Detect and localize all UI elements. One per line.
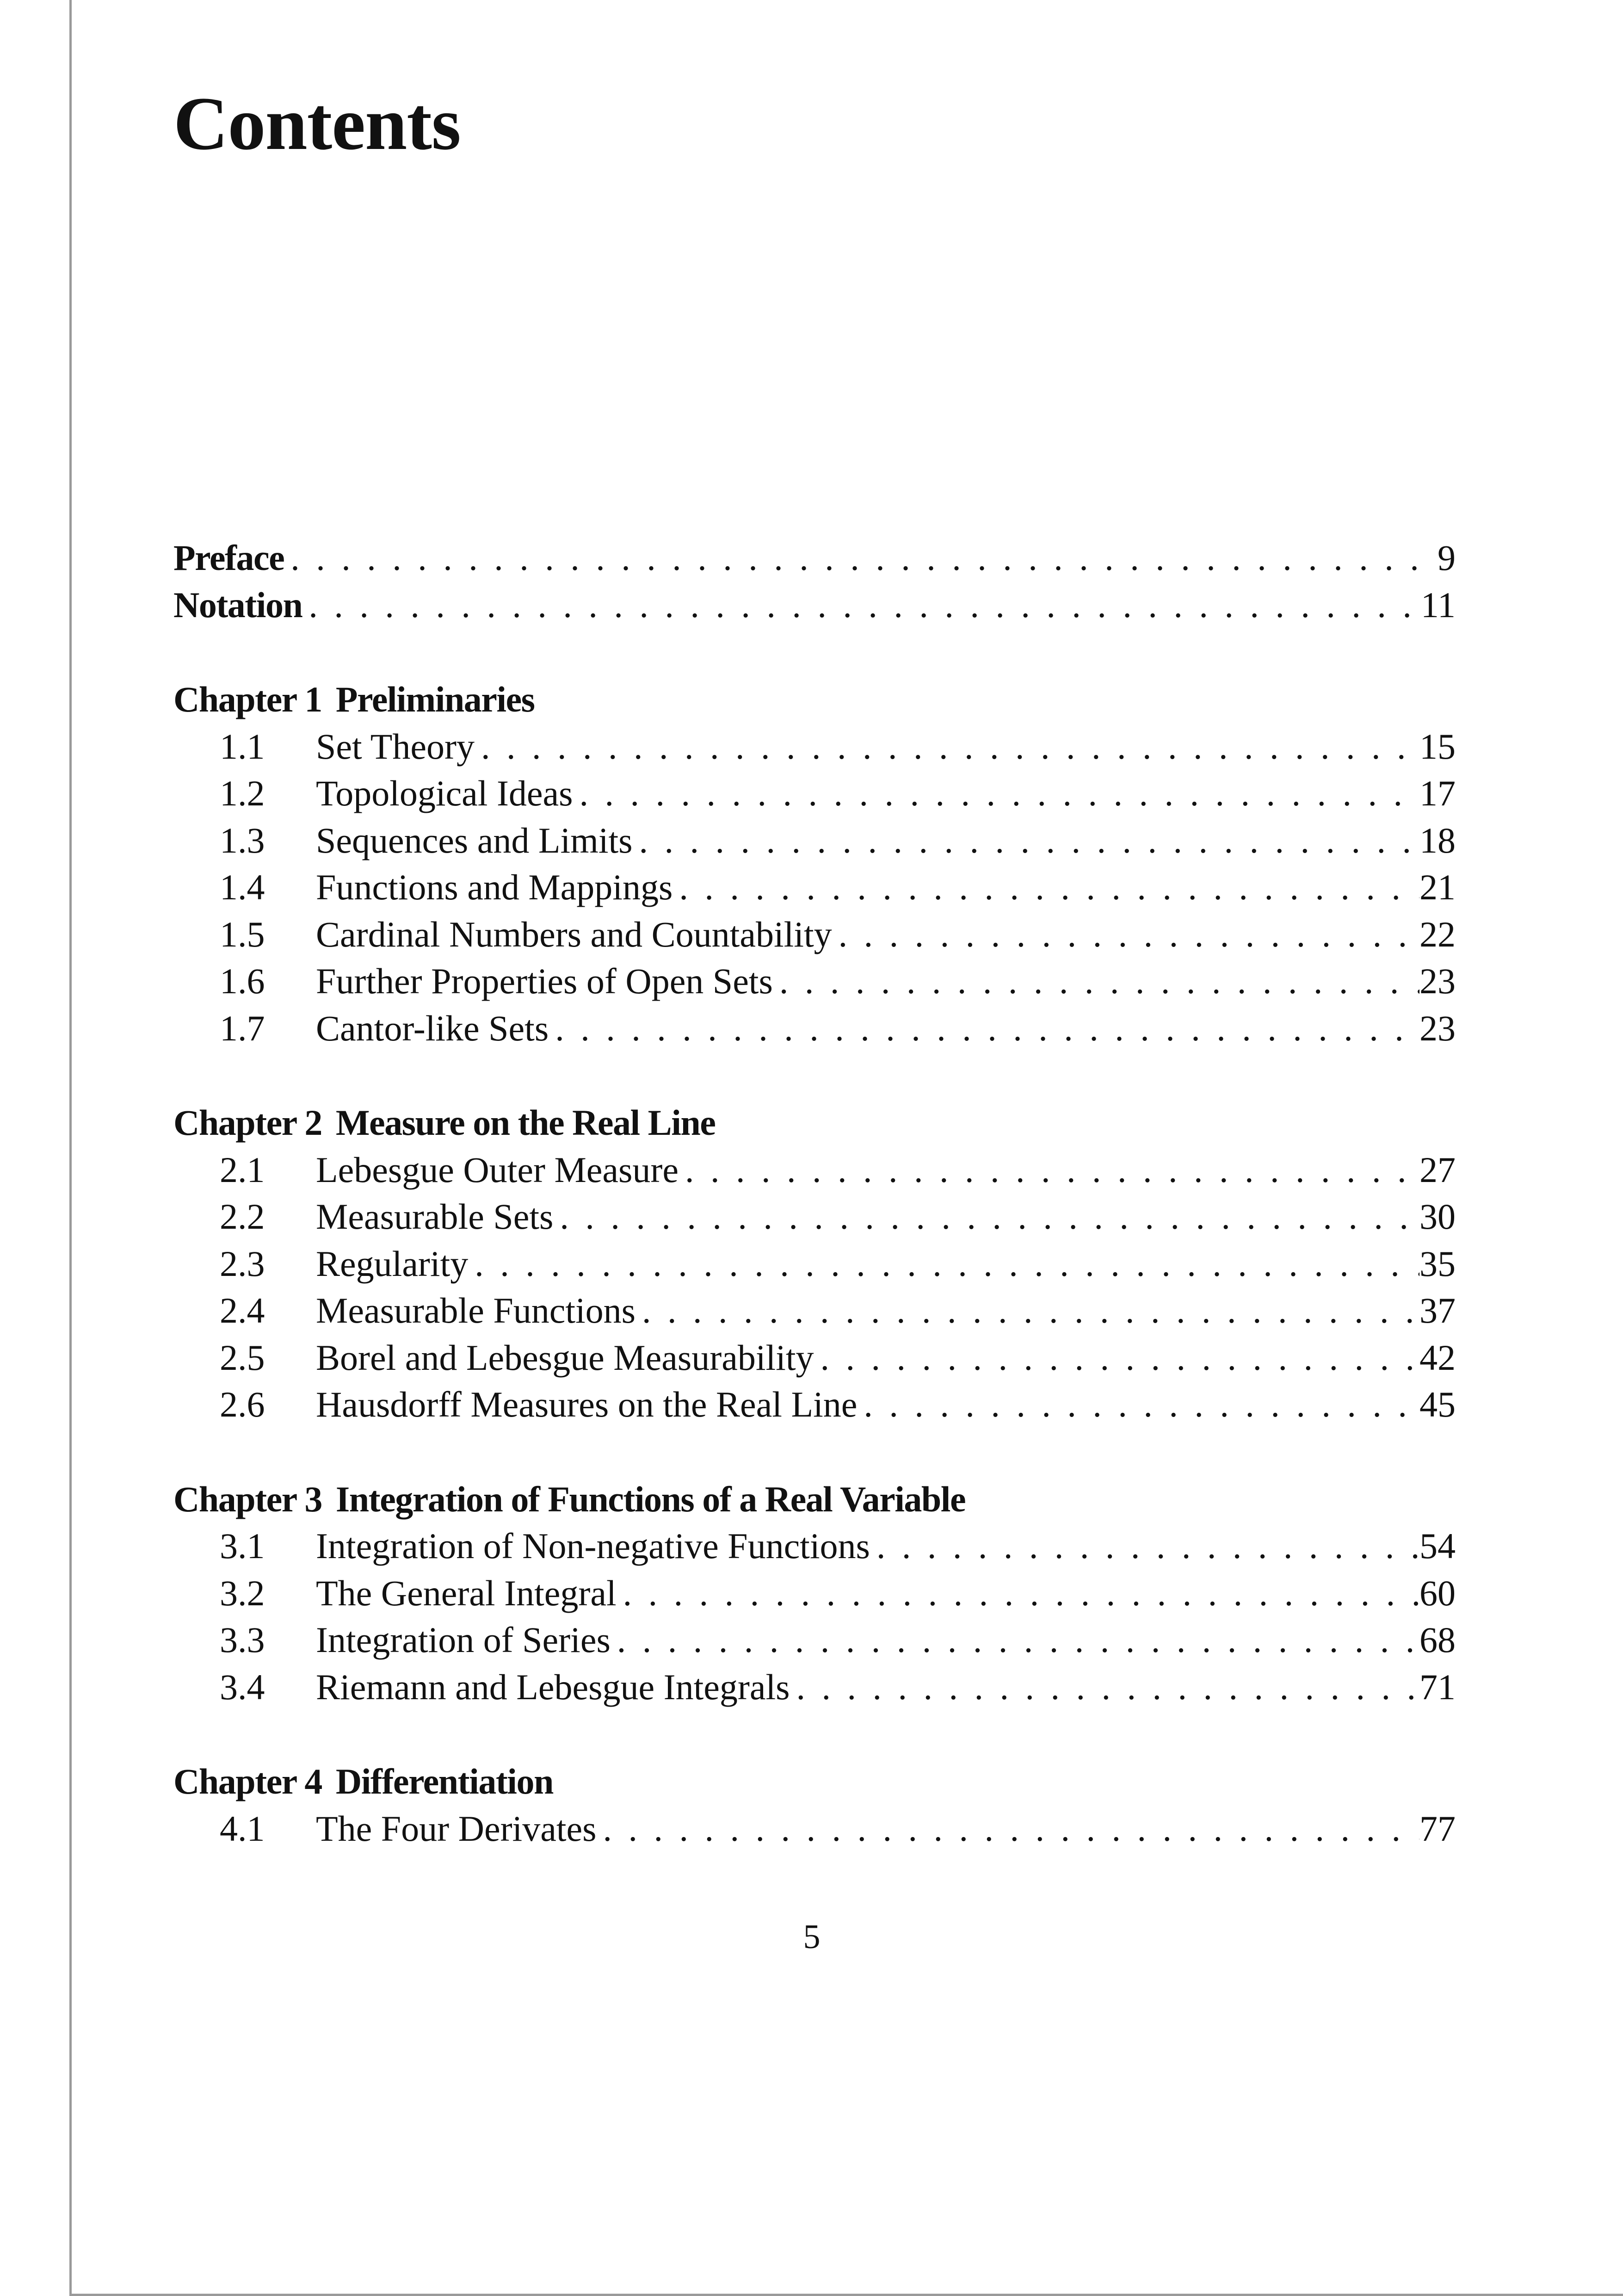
section-page: 37 bbox=[1419, 1290, 1456, 1331]
section-title: Set Theory bbox=[316, 726, 475, 767]
dot-leader bbox=[633, 817, 1419, 864]
section-title: The General Integral bbox=[316, 1572, 617, 1613]
section-page: 60 bbox=[1419, 1572, 1456, 1613]
section-page: 17 bbox=[1419, 773, 1456, 813]
chapter-heading bbox=[173, 1758, 1456, 1805]
toc-entry-title: Notation bbox=[173, 584, 302, 625]
spacer bbox=[173, 628, 1456, 676]
front-matter-list bbox=[173, 534, 1456, 628]
toc-section-entry bbox=[173, 958, 1456, 1005]
chapter-heading bbox=[173, 1099, 1456, 1146]
section-page: 22 bbox=[1419, 914, 1456, 954]
chapter-title: Integration of Functions of a Real Variable bbox=[335, 1479, 966, 1519]
toc-section-entry bbox=[173, 1616, 1456, 1664]
toc-section-entry bbox=[173, 1522, 1456, 1570]
toc-section-entry bbox=[173, 1805, 1456, 1852]
spacer bbox=[173, 1428, 1456, 1476]
section-page: 30 bbox=[1419, 1196, 1456, 1237]
section-page: 77 bbox=[1419, 1808, 1456, 1849]
section-title: Borel and Lebesgue Measurability bbox=[316, 1337, 814, 1378]
section-page: 18 bbox=[1419, 820, 1456, 860]
section-number: 4.1 bbox=[220, 1808, 265, 1849]
dot-leader bbox=[773, 958, 1419, 1005]
section-number: 1.7 bbox=[220, 1008, 265, 1048]
section-page: 42 bbox=[1419, 1337, 1456, 1378]
dot-leader bbox=[468, 1240, 1419, 1287]
spacer bbox=[173, 1710, 1456, 1758]
section-page: 21 bbox=[1419, 867, 1456, 907]
page-edge-left bbox=[69, 0, 72, 2296]
table-of-contents bbox=[173, 534, 1456, 1852]
dot-leader bbox=[549, 1005, 1419, 1052]
dot-leader bbox=[596, 1805, 1419, 1852]
page-number: 5 bbox=[803, 1918, 821, 1956]
section-number: 2.1 bbox=[220, 1149, 265, 1190]
page-title: Contents bbox=[173, 82, 461, 166]
toc-section-entry bbox=[173, 864, 1456, 911]
toc-section-entry bbox=[173, 1381, 1456, 1428]
section-page: 23 bbox=[1419, 961, 1456, 1001]
dot-leader bbox=[636, 1287, 1419, 1334]
chapter-title: Measure on the Real Line bbox=[335, 1102, 716, 1143]
chapter-list bbox=[173, 628, 1456, 1852]
toc-section-entry bbox=[173, 911, 1456, 958]
dot-leader bbox=[673, 864, 1419, 911]
section-number: 1.6 bbox=[220, 961, 265, 1001]
chapter-heading bbox=[173, 1476, 1456, 1523]
section-title: Measurable Sets bbox=[316, 1196, 554, 1237]
dot-leader bbox=[870, 1522, 1419, 1570]
section-title: Sequences and Limits bbox=[316, 820, 633, 860]
section-number: 1.1 bbox=[220, 726, 265, 767]
section-title: Topological Ideas bbox=[316, 773, 573, 813]
toc-section-entry bbox=[173, 1005, 1456, 1052]
toc-section-entry bbox=[173, 723, 1456, 770]
section-number: 3.3 bbox=[220, 1620, 265, 1660]
section-title: Integration of Series bbox=[316, 1620, 611, 1660]
section-page: 68 bbox=[1419, 1620, 1456, 1660]
section-title: Riemann and Lebesgue Integrals bbox=[316, 1666, 790, 1707]
dot-leader bbox=[284, 534, 1438, 582]
section-number: 3.4 bbox=[220, 1666, 265, 1707]
toc-section-entry bbox=[173, 770, 1456, 817]
section-title: Further Properties of Open Sets bbox=[316, 961, 773, 1001]
toc-entry-preface bbox=[173, 534, 1456, 582]
chapter-title: Differentiation bbox=[335, 1761, 553, 1801]
dot-leader bbox=[553, 1193, 1419, 1240]
dot-leader bbox=[573, 770, 1419, 817]
section-number: 1.4 bbox=[220, 867, 265, 907]
dot-leader bbox=[832, 911, 1419, 958]
chapter-label: Chapter 3 bbox=[173, 1479, 322, 1519]
section-title: Measurable Functions bbox=[316, 1290, 636, 1331]
section-title: Hausdorff Measures on the Real Line bbox=[316, 1384, 858, 1424]
dot-leader bbox=[475, 723, 1419, 770]
dot-leader bbox=[617, 1570, 1419, 1617]
toc-entry-page: 9 bbox=[1438, 538, 1456, 578]
chapter-label: Chapter 1 bbox=[173, 679, 322, 719]
section-page: 35 bbox=[1419, 1243, 1456, 1284]
dot-leader bbox=[814, 1334, 1420, 1381]
toc-entry-notation bbox=[173, 582, 1456, 629]
toc-section-entry bbox=[173, 1193, 1456, 1240]
section-title: Integration of Non-negative Functions bbox=[316, 1526, 870, 1566]
section-number: 3.2 bbox=[220, 1572, 265, 1613]
section-title: Regularity bbox=[316, 1243, 469, 1284]
toc-entry-title: Preface bbox=[173, 538, 284, 578]
section-number: 2.4 bbox=[220, 1290, 265, 1331]
toc-section-entry bbox=[173, 1334, 1456, 1381]
section-number: 2.2 bbox=[220, 1196, 265, 1237]
toc-section-entry bbox=[173, 1664, 1456, 1711]
chapter-label: Chapter 4 bbox=[173, 1761, 322, 1801]
section-page: 23 bbox=[1419, 1008, 1456, 1048]
toc-section-entry bbox=[173, 1146, 1456, 1194]
chapter-title: Preliminaries bbox=[335, 679, 535, 719]
section-page: 71 bbox=[1419, 1666, 1456, 1707]
dot-leader bbox=[679, 1146, 1419, 1194]
dot-leader bbox=[857, 1381, 1419, 1428]
dot-leader bbox=[611, 1616, 1419, 1664]
dot-leader bbox=[790, 1664, 1419, 1711]
section-number: 1.3 bbox=[220, 820, 265, 860]
chapter-heading bbox=[173, 676, 1456, 723]
section-page: 45 bbox=[1419, 1384, 1456, 1424]
toc-section-entry bbox=[173, 817, 1456, 864]
section-title: Cardinal Numbers and Countability bbox=[316, 914, 832, 954]
toc-section-entry bbox=[173, 1240, 1456, 1287]
section-page: 54 bbox=[1419, 1526, 1456, 1566]
section-number: 1.5 bbox=[220, 914, 265, 954]
section-page: 27 bbox=[1419, 1149, 1456, 1190]
section-title: Cantor-like Sets bbox=[316, 1008, 549, 1048]
section-title: Lebesgue Outer Measure bbox=[316, 1149, 679, 1190]
section-number: 1.2 bbox=[220, 773, 265, 813]
section-title: The Four Derivates bbox=[316, 1808, 597, 1849]
chapter-label: Chapter 2 bbox=[173, 1102, 322, 1143]
toc-entry-page: 11 bbox=[1420, 584, 1456, 625]
page-edge-bottom bbox=[69, 2294, 1623, 2296]
section-number: 3.1 bbox=[220, 1526, 265, 1566]
spacer bbox=[173, 1052, 1456, 1099]
section-number: 2.3 bbox=[220, 1243, 265, 1284]
section-page: 15 bbox=[1419, 726, 1456, 767]
toc-section-entry bbox=[173, 1570, 1456, 1617]
section-number: 2.6 bbox=[220, 1384, 265, 1424]
section-number: 2.5 bbox=[220, 1337, 265, 1378]
dot-leader bbox=[302, 582, 1421, 629]
toc-section-entry bbox=[173, 1287, 1456, 1334]
section-title: Functions and Mappings bbox=[316, 867, 673, 907]
